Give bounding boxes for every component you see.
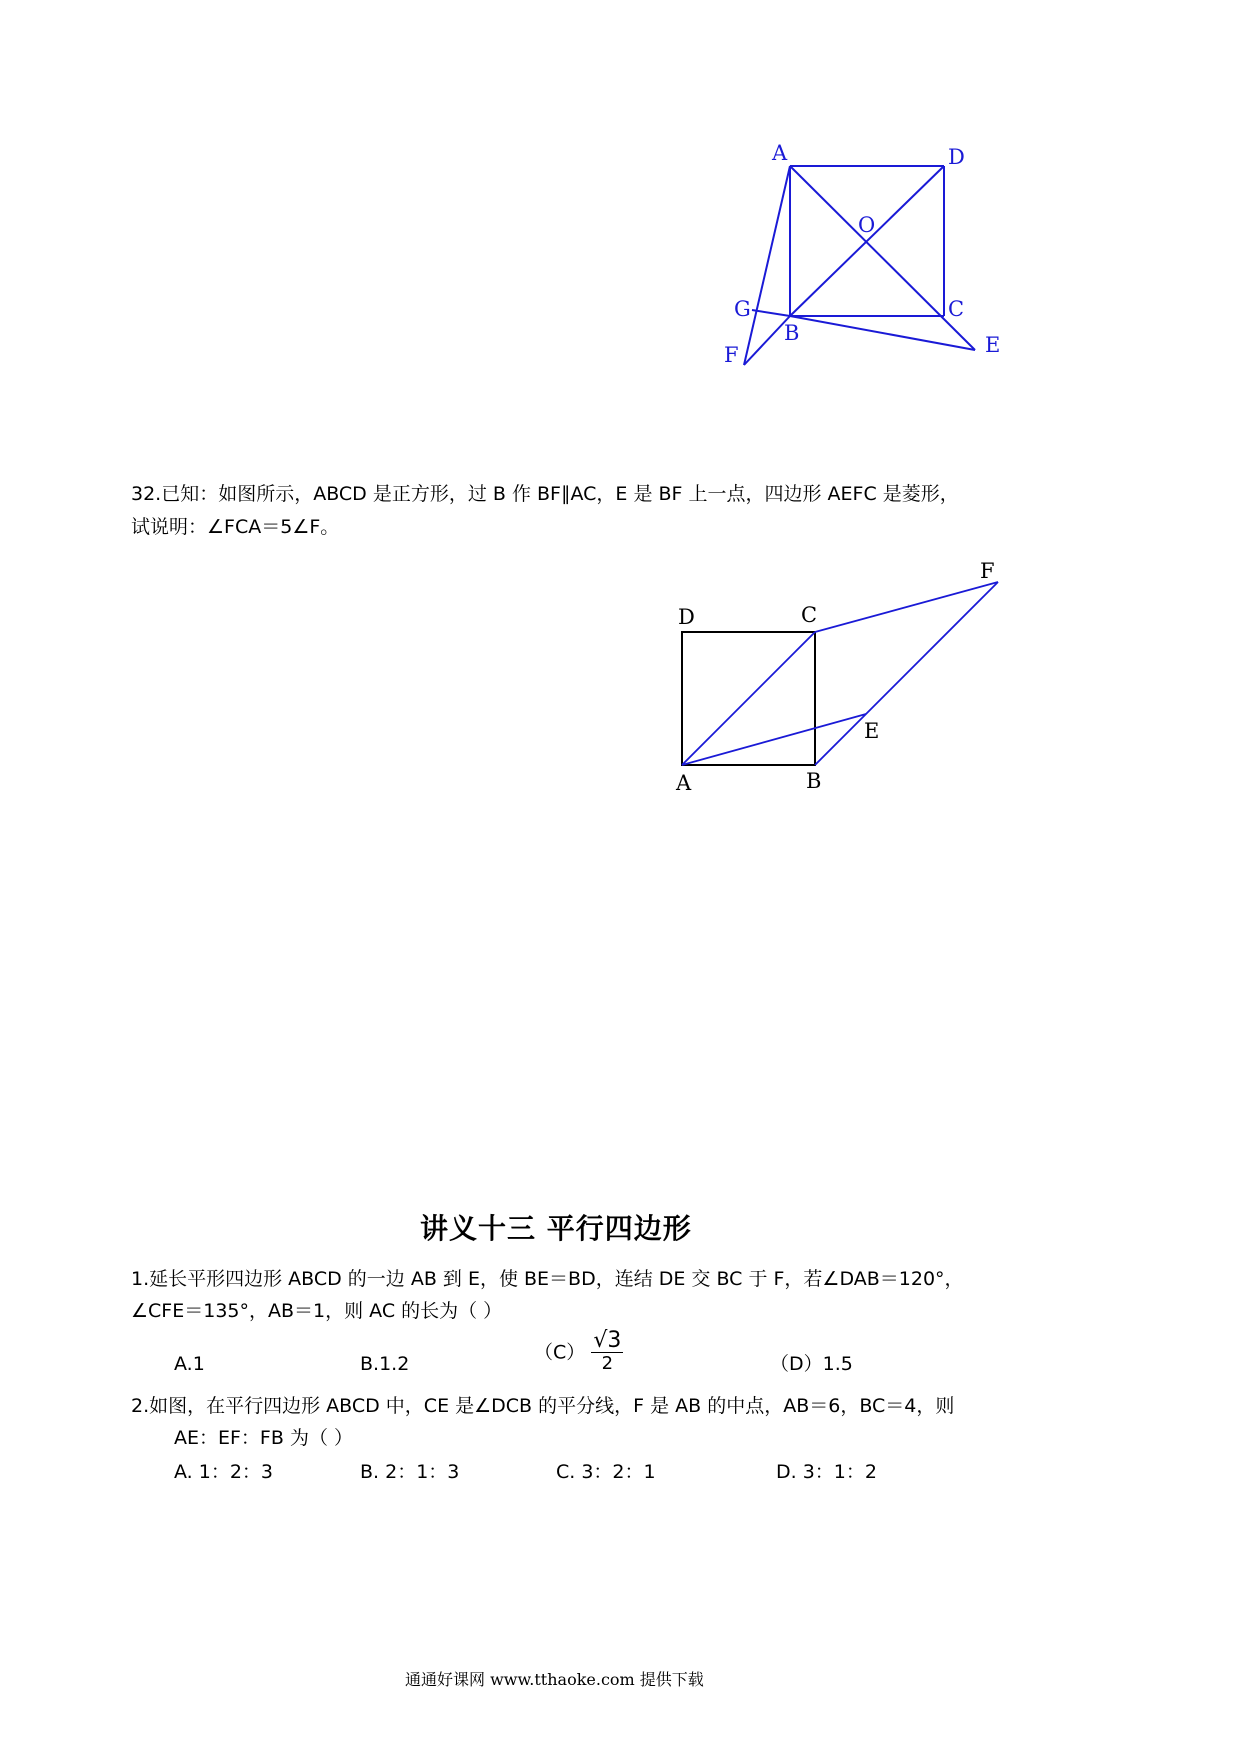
label-D: D — [678, 605, 695, 629]
section-title: 讲义十三 平行四边形 — [420, 1212, 692, 1245]
label-A: A — [772, 141, 788, 165]
segment-AE — [682, 714, 866, 765]
label-C: C — [948, 297, 965, 321]
label-O: O — [858, 213, 876, 237]
figure-2-rhombus-diagram — [660, 555, 1010, 800]
segment-GC — [752, 310, 790, 316]
label-A: A — [676, 771, 692, 795]
label-B: B — [806, 769, 822, 793]
q1-option-a: A.1 — [174, 1353, 205, 1375]
q2-line-1: 2.如图，在平行四边形 ABCD 中，CE 是∠DCB 的平分线，F 是 AB 的中点，AB＝6，BC＝4，则 — [131, 1395, 955, 1417]
segment-CF — [815, 582, 998, 632]
q2-line-2: AE：EF：FB 为（ ） — [174, 1427, 353, 1449]
segment-AC — [682, 632, 815, 765]
label-C: C — [801, 603, 818, 627]
q2-option-a: A. 1：2：3 — [174, 1461, 274, 1483]
problem-32-line-2: 试说明：∠FCA＝5∠F。 — [131, 516, 340, 538]
segment-AE — [790, 166, 975, 350]
problem-32-line-1: 32.已知：如图所示，ABCD 是正方形，过 B 作 BF∥AC，E 是 BF 上一点，四边形 AEFC 是菱形， — [131, 483, 959, 505]
label-G: G — [734, 297, 751, 321]
q2-option-c: C. 3：2：1 — [556, 1461, 656, 1483]
q1-option-b: B.1.2 — [360, 1353, 410, 1375]
q1-line-2: ∠CFE＝135°，AB＝1，则 AC 的长为（ ） — [131, 1300, 503, 1322]
q1-option-d: （D）1.5 — [770, 1353, 853, 1375]
q1-line-1: 1.延长平形四边形 ABCD 的一边 AB 到 E，使 BE＝BD，连结 DE 交 BC 于 F，若∠DAB＝120°， — [131, 1268, 964, 1290]
q1-option-c — [534, 1328, 623, 1374]
label-E: E — [864, 719, 880, 743]
q1-option-c-numerator: √3 — [593, 1328, 622, 1353]
footer-text: 通通好课网 www.tthaoke.com 提供下载 — [405, 1670, 704, 1689]
label-F: F — [980, 559, 995, 583]
q2-option-b: B. 2：1：3 — [360, 1461, 460, 1483]
segment-FB — [815, 582, 998, 765]
label-D: D — [948, 145, 965, 169]
label-E: E — [985, 333, 1001, 357]
q1-option-c-label: （C） — [534, 1341, 586, 1364]
q2-option-d: D. 3：1：2 — [776, 1461, 877, 1483]
figure-1-square-diagram — [700, 130, 1020, 380]
label-F: F — [724, 343, 739, 367]
q1-option-c-denominator: 2 — [601, 1353, 614, 1374]
q1-option-c-fraction — [591, 1328, 623, 1374]
label-B: B — [784, 321, 800, 345]
